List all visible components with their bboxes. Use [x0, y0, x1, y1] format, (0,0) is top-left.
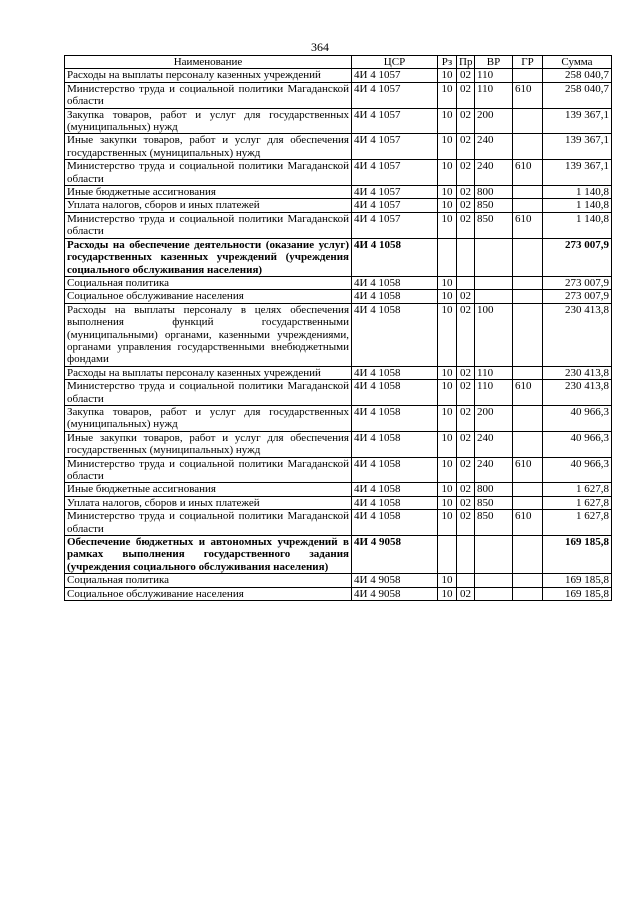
cell-gr	[513, 496, 543, 509]
cell-csr: 4И 4 1058	[352, 405, 438, 431]
cell-pr: 02	[457, 587, 475, 600]
cell-name: Министерство труда и социальной политики Магаданской области	[65, 510, 352, 536]
cell-gr	[513, 536, 543, 574]
cell-pr	[457, 574, 475, 587]
cell-vr: 800	[475, 483, 513, 496]
cell-name: Министерство труда и социальной политики Магаданской области	[65, 457, 352, 483]
cell-sum: 40 966,3	[543, 457, 612, 483]
table-header-row	[65, 56, 612, 69]
cell-vr: 850	[475, 496, 513, 509]
table-row	[65, 212, 612, 238]
cell-vr: 100	[475, 303, 513, 366]
cell-vr: 800	[475, 186, 513, 199]
cell-rz: 10	[438, 587, 457, 600]
cell-rz: 10	[438, 82, 457, 108]
cell-gr	[513, 431, 543, 457]
cell-rz: 10	[438, 496, 457, 509]
table-row	[65, 160, 612, 186]
cell-name: Закупка товаров, работ и услуг для государственных (муниципальных) нужд	[65, 405, 352, 431]
header-sum: Сумма	[543, 56, 612, 69]
cell-vr: 110	[475, 69, 513, 82]
table-row	[65, 108, 612, 134]
cell-sum: 258 040,7	[543, 82, 612, 108]
cell-sum: 230 413,8	[543, 380, 612, 406]
cell-pr	[457, 276, 475, 289]
cell-pr: 02	[457, 380, 475, 406]
cell-vr	[475, 276, 513, 289]
cell-sum: 273 007,9	[543, 238, 612, 276]
cell-name: Расходы на выплаты персоналу в целях обеспечения выполнения функций государственными (муниципальными) органами, казенными учреждениями, органами управления государственными внебюджетными фондами	[65, 303, 352, 366]
cell-sum: 1 627,8	[543, 496, 612, 509]
cell-vr: 850	[475, 510, 513, 536]
table-row	[65, 457, 612, 483]
cell-rz: 10	[438, 510, 457, 536]
cell-csr: 4И 4 1058	[352, 290, 438, 303]
header-gr: ГР	[513, 56, 543, 69]
header-csr: ЦСР	[352, 56, 438, 69]
table-row	[65, 199, 612, 212]
cell-gr	[513, 483, 543, 496]
cell-gr	[513, 276, 543, 289]
cell-sum: 139 367,1	[543, 108, 612, 134]
cell-csr: 4И 4 1058	[352, 457, 438, 483]
cell-sum: 1 140,8	[543, 199, 612, 212]
budget-table	[64, 55, 612, 601]
cell-pr: 02	[457, 405, 475, 431]
cell-csr: 4И 4 1058	[352, 303, 438, 366]
cell-sum: 40 966,3	[543, 405, 612, 431]
cell-gr	[513, 405, 543, 431]
cell-name: Социальная политика	[65, 574, 352, 587]
cell-vr: 850	[475, 212, 513, 238]
cell-csr: 4И 4 1058	[352, 483, 438, 496]
header-pr: Пр	[457, 56, 475, 69]
table-row	[65, 587, 612, 600]
cell-vr: 110	[475, 380, 513, 406]
cell-name: Расходы на выплаты персоналу казенных учреждений	[65, 69, 352, 82]
cell-rz	[438, 238, 457, 276]
cell-sum: 1 140,8	[543, 186, 612, 199]
cell-pr: 02	[457, 199, 475, 212]
cell-sum: 273 007,9	[543, 290, 612, 303]
cell-gr: 610	[513, 457, 543, 483]
table-row	[65, 380, 612, 406]
cell-csr: 4И 4 1057	[352, 186, 438, 199]
table-row	[65, 366, 612, 379]
cell-vr	[475, 587, 513, 600]
cell-gr: 610	[513, 380, 543, 406]
cell-sum: 1 627,8	[543, 483, 612, 496]
cell-pr: 02	[457, 212, 475, 238]
cell-csr: 4И 4 1058	[352, 431, 438, 457]
cell-sum: 230 413,8	[543, 303, 612, 366]
cell-name: Иные закупки товаров, работ и услуг для обеспечения государственных (муниципальных) нужд	[65, 431, 352, 457]
cell-name: Социальная политика	[65, 276, 352, 289]
cell-rz: 10	[438, 290, 457, 303]
cell-gr	[513, 108, 543, 134]
cell-rz: 10	[438, 380, 457, 406]
cell-gr	[513, 574, 543, 587]
cell-csr: 4И 4 9058	[352, 587, 438, 600]
cell-gr	[513, 366, 543, 379]
cell-gr: 610	[513, 510, 543, 536]
cell-sum: 1 627,8	[543, 510, 612, 536]
cell-name: Социальное обслуживание населения	[65, 587, 352, 600]
cell-vr: 110	[475, 82, 513, 108]
table-row	[65, 82, 612, 108]
cell-csr: 4И 4 1057	[352, 212, 438, 238]
page-number: 364	[311, 40, 329, 54]
header-name: Наименование	[65, 56, 352, 69]
cell-rz: 10	[438, 574, 457, 587]
cell-pr: 02	[457, 186, 475, 199]
cell-sum: 273 007,9	[543, 276, 612, 289]
header-rz: Рз	[438, 56, 457, 69]
cell-csr: 4И 4 1058	[352, 366, 438, 379]
cell-name: Уплата налогов, сборов и иных платежей	[65, 496, 352, 509]
cell-vr: 110	[475, 366, 513, 379]
cell-rz: 10	[438, 483, 457, 496]
cell-csr: 4И 4 1058	[352, 276, 438, 289]
cell-name: Иные закупки товаров, работ и услуг для обеспечения государственных (муниципальных) нужд	[65, 134, 352, 160]
cell-pr: 02	[457, 290, 475, 303]
cell-rz: 10	[438, 108, 457, 134]
cell-csr: 4И 4 1058	[352, 238, 438, 276]
cell-pr	[457, 536, 475, 574]
cell-name: Уплата налогов, сборов и иных платежей	[65, 199, 352, 212]
cell-sum: 1 140,8	[543, 212, 612, 238]
cell-csr: 4И 4 1058	[352, 496, 438, 509]
cell-pr: 02	[457, 69, 475, 82]
table-row	[65, 303, 612, 366]
cell-pr: 02	[457, 496, 475, 509]
cell-gr	[513, 290, 543, 303]
cell-sum: 169 185,8	[543, 536, 612, 574]
cell-rz: 10	[438, 69, 457, 82]
cell-csr: 4И 4 1057	[352, 108, 438, 134]
cell-rz: 10	[438, 303, 457, 366]
cell-pr: 02	[457, 483, 475, 496]
cell-gr	[513, 134, 543, 160]
cell-sum: 258 040,7	[543, 69, 612, 82]
cell-gr	[513, 199, 543, 212]
cell-pr: 02	[457, 108, 475, 134]
cell-sum: 169 185,8	[543, 574, 612, 587]
cell-vr: 850	[475, 199, 513, 212]
cell-name: Иные бюджетные ассигнования	[65, 186, 352, 199]
cell-rz: 10	[438, 457, 457, 483]
cell-csr: 4И 4 1057	[352, 160, 438, 186]
cell-rz: 10	[438, 431, 457, 457]
cell-pr: 02	[457, 160, 475, 186]
table-row	[65, 431, 612, 457]
cell-pr: 02	[457, 82, 475, 108]
cell-csr: 4И 4 1057	[352, 82, 438, 108]
cell-gr	[513, 186, 543, 199]
header-vr: ВР	[475, 56, 513, 69]
cell-pr: 02	[457, 510, 475, 536]
cell-rz: 10	[438, 134, 457, 160]
cell-name: Расходы на выплаты персоналу казенных учреждений	[65, 366, 352, 379]
cell-pr: 02	[457, 303, 475, 366]
table-row	[65, 238, 612, 276]
cell-gr: 610	[513, 212, 543, 238]
cell-pr	[457, 238, 475, 276]
cell-vr	[475, 290, 513, 303]
cell-rz: 10	[438, 186, 457, 199]
table-row	[65, 536, 612, 574]
table-row	[65, 290, 612, 303]
cell-gr: 610	[513, 160, 543, 186]
cell-rz: 10	[438, 276, 457, 289]
cell-sum: 139 367,1	[543, 160, 612, 186]
cell-name: Министерство труда и социальной политики Магаданской области	[65, 212, 352, 238]
table-row	[65, 276, 612, 289]
cell-csr: 4И 4 1058	[352, 380, 438, 406]
cell-gr	[513, 587, 543, 600]
table-row	[65, 134, 612, 160]
cell-gr	[513, 238, 543, 276]
cell-vr	[475, 238, 513, 276]
cell-pr: 02	[457, 134, 475, 160]
cell-csr: 4И 4 1057	[352, 199, 438, 212]
cell-name: Иные бюджетные ассигнования	[65, 483, 352, 496]
cell-name: Министерство труда и социальной политики Магаданской области	[65, 380, 352, 406]
table-row	[65, 186, 612, 199]
cell-name: Обеспечение бюджетных и автономных учреждений в рамках выполнения государственного задания (учреждения социального обслуживания населения)	[65, 536, 352, 574]
cell-name: Закупка товаров, работ и услуг для государственных (муниципальных) нужд	[65, 108, 352, 134]
table-row	[65, 483, 612, 496]
cell-csr: 4И 4 1057	[352, 134, 438, 160]
cell-name: Социальное обслуживание населения	[65, 290, 352, 303]
cell-vr: 240	[475, 431, 513, 457]
cell-pr: 02	[457, 366, 475, 379]
cell-vr: 240	[475, 134, 513, 160]
table-row	[65, 69, 612, 82]
cell-vr: 200	[475, 108, 513, 134]
cell-gr	[513, 69, 543, 82]
cell-rz: 10	[438, 199, 457, 212]
cell-sum: 40 966,3	[543, 431, 612, 457]
table-row	[65, 405, 612, 431]
cell-vr: 200	[475, 405, 513, 431]
table-row	[65, 510, 612, 536]
table-body	[65, 69, 612, 601]
cell-vr: 240	[475, 160, 513, 186]
table-row	[65, 496, 612, 509]
cell-rz: 10	[438, 405, 457, 431]
cell-vr	[475, 574, 513, 587]
cell-csr: 4И 4 9058	[352, 536, 438, 574]
cell-gr: 610	[513, 82, 543, 108]
cell-rz: 10	[438, 212, 457, 238]
cell-vr: 240	[475, 457, 513, 483]
cell-sum: 169 185,8	[543, 587, 612, 600]
cell-sum: 230 413,8	[543, 366, 612, 379]
cell-name: Министерство труда и социальной политики Магаданской области	[65, 160, 352, 186]
cell-sum: 139 367,1	[543, 134, 612, 160]
cell-name: Министерство труда и социальной политики Магаданской области	[65, 82, 352, 108]
cell-name: Расходы на обеспечение деятельности (оказание услуг) государственных казенных учреждений (учреждения социального обслуживания населения)	[65, 238, 352, 276]
cell-gr	[513, 303, 543, 366]
table-row	[65, 574, 612, 587]
cell-rz	[438, 536, 457, 574]
cell-csr: 4И 4 1057	[352, 69, 438, 82]
cell-vr	[475, 536, 513, 574]
cell-rz: 10	[438, 366, 457, 379]
cell-pr: 02	[457, 431, 475, 457]
cell-rz: 10	[438, 160, 457, 186]
cell-csr: 4И 4 1058	[352, 510, 438, 536]
cell-csr: 4И 4 9058	[352, 574, 438, 587]
cell-pr: 02	[457, 457, 475, 483]
